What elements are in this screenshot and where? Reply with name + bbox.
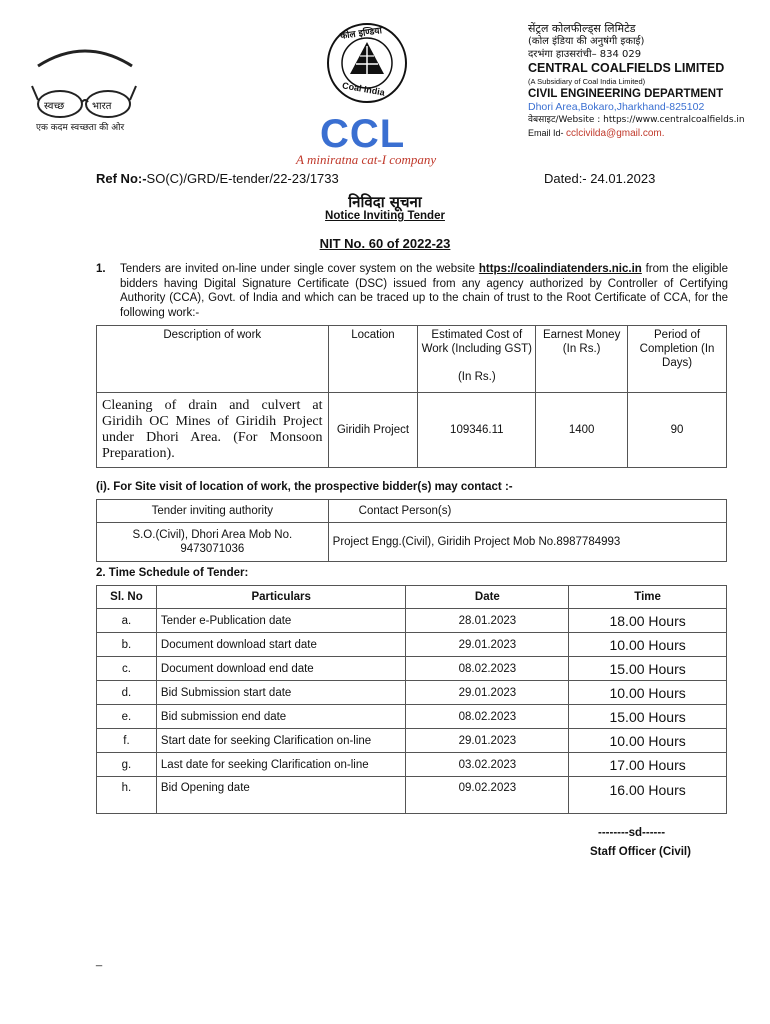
intro-text-after: from the eligible bidders having Digital Signature Certificate (DSC) issued from any agency authorized by Controller of Certifying Authority (CCA), Govt. of India and which can be traced up to the chain of trust to the Root Certificate of CCA, for the following work:- (120, 263, 729, 319)
hindi-address: दरभंगा हाउसरांची– 834 029 (528, 49, 642, 60)
contact-table (96, 499, 727, 562)
signatory-designation: Staff Officer (Civil) (590, 846, 691, 858)
table-row (97, 609, 727, 633)
table-row (97, 633, 727, 657)
table-row (97, 681, 727, 705)
schedule-time: 10.00 Hours (569, 729, 727, 753)
schedule-date: 08.02.2023 (406, 657, 569, 681)
work-cost: 109346.11 (418, 393, 536, 468)
header-cost-text: Estimated Cost of Work (Including GST) (421, 329, 532, 355)
work-description: Cleaning of drain and culvert at Giridih OC Mines of Giridih Project under Dhori Area. (For Monsoon Preparation). (97, 393, 329, 468)
schedule-table (96, 585, 727, 814)
department-address: Dhori Area,Bokaro,Jharkhand-825102 (528, 101, 705, 113)
header-description: Description of work (97, 326, 329, 393)
swachh-right-text: भारत (92, 101, 112, 112)
table-row (97, 705, 727, 729)
site-visit-heading: (i). For Site visit of location of work, the prospective bidder(s) may contact :- (96, 481, 513, 493)
signature-sd: --------sd------ (598, 827, 666, 839)
schedule-sl: a. (97, 609, 157, 633)
ref-number: SO(C)/GRD/E-tender/22-23/1733 (146, 171, 339, 186)
reference-line (96, 171, 339, 186)
ref-label: Ref No:- (96, 171, 147, 186)
schedule-sl: g. (97, 753, 157, 777)
notice-title: Notice Inviting Tender (325, 210, 445, 222)
schedule-header-date: Date (406, 586, 569, 609)
header-cost-unit: (In Rs.) (457, 371, 496, 383)
email-address[interactable]: cclcivilda@gmail.com. (566, 128, 665, 139)
schedule-time: 15.00 Hours (569, 657, 727, 681)
table-row (97, 753, 727, 777)
schedule-sl: c. (97, 657, 157, 681)
company-header (528, 22, 768, 140)
schedule-time: 18.00 Hours (569, 609, 727, 633)
intro-number: 1. (96, 263, 106, 275)
schedule-particulars: Bid submission end date (156, 705, 406, 729)
swachh-tagline: एक कदम स्वच्छता की ओर (36, 123, 125, 133)
hindi-company-name: सेंट्रल कोलफील्ड्स लिमिटेड (528, 22, 636, 35)
schedule-header-time: Time (569, 586, 727, 609)
header-cost (418, 326, 536, 393)
schedule-sl: b. (97, 633, 157, 657)
swachh-bharat-logo (30, 38, 140, 133)
ccl-logo-text: CCL (320, 112, 406, 156)
work-table (96, 325, 727, 468)
hindi-title: निविदा सूचना (348, 193, 422, 211)
schedule-time: 10.00 Hours (569, 633, 727, 657)
table-row (97, 729, 727, 753)
intro-paragraph (96, 262, 728, 320)
contact-authority-value: S.O.(Civil), Dhori Area Mob No. 9473071036 (97, 523, 329, 562)
schedule-time: 17.00 Hours (569, 753, 727, 777)
hindi-subsidiary: (कोल इंडिया की अनुषंगी इकाई) (528, 36, 645, 47)
schedule-header-particulars: Particulars (156, 586, 406, 609)
schedule-date: 28.01.2023 (406, 609, 569, 633)
work-period: 90 (628, 393, 727, 468)
schedule-particulars: Bid Submission start date (156, 681, 406, 705)
schedule-time: 10.00 Hours (569, 681, 727, 705)
schedule-date: 29.01.2023 (406, 729, 569, 753)
dated-text: Dated:- 24.01.2023 (544, 171, 656, 186)
schedule-date: 09.02.2023 (406, 777, 569, 814)
schedule-time: 15.00 Hours (569, 705, 727, 729)
schedule-particulars: Document download start date (156, 633, 406, 657)
footer-dash: _ (96, 955, 103, 967)
table-row (97, 657, 727, 681)
table-row (97, 777, 727, 814)
schedule-particulars: Tender e-Publication date (156, 609, 406, 633)
header-period: Period of Completion (In Days) (628, 326, 727, 393)
schedule-time: 16.00 Hours (569, 777, 727, 814)
schedule-heading: 2. Time Schedule of Tender: (96, 567, 249, 579)
table-row (97, 393, 727, 468)
work-earnest-money: 1400 (536, 393, 628, 468)
subsidiary-note: (A Subsidiary of Coal India Limited) (528, 77, 646, 86)
nit-number: NIT No. 60 of 2022-23 (319, 236, 451, 251)
seal-bottom-text: Coal India (341, 80, 386, 98)
contact-person-value: Project Engg.(Civil), Giridih Project Mob No.8987784993 (328, 523, 726, 562)
company-name: CENTRAL COALFIELDS LIMITED (528, 61, 725, 75)
seal-top-text: कोल इण्डिया (339, 26, 383, 42)
work-location: Giridih Project (328, 393, 418, 468)
header-earnest-money: Earnest Money (In Rs.) (536, 326, 628, 393)
schedule-header-sl: Sl. No (97, 586, 157, 609)
tender-website-link[interactable]: https://coalindiatenders.nic.in (478, 263, 642, 275)
schedule-sl: e. (97, 705, 157, 729)
schedule-sl: f. (97, 729, 157, 753)
schedule-particulars: Start date for seeking Clarification on-line (156, 729, 406, 753)
intro-text-before: Tenders are invited on-line under single cover system on the website (120, 263, 479, 275)
swachh-left-text: स्वच्छ (44, 101, 65, 112)
website-text: वेबसाइट/Website : https://www.centralcoalfields.in (528, 115, 745, 125)
schedule-particulars: Document download end date (156, 657, 406, 681)
email-label: Email Id- (528, 128, 564, 138)
schedule-date: 08.02.2023 (406, 705, 569, 729)
schedule-date: 03.02.2023 (406, 753, 569, 777)
schedule-sl: h. (97, 777, 157, 814)
miniratna-tagline: A miniratna cat-I company (296, 152, 437, 167)
schedule-particulars: Last date for seeking Clarification on-line (156, 753, 406, 777)
contact-col-authority: Tender inviting authority (97, 500, 329, 523)
department-name: CIVIL ENGINEERING DEPARTMENT (528, 88, 724, 100)
header-location: Location (328, 326, 418, 393)
schedule-date: 29.01.2023 (406, 633, 569, 657)
schedule-sl: d. (97, 681, 157, 705)
contact-col-person: Contact Person(s) (328, 500, 726, 523)
schedule-particulars: Bid Opening date (156, 777, 406, 814)
schedule-date: 29.01.2023 (406, 681, 569, 705)
